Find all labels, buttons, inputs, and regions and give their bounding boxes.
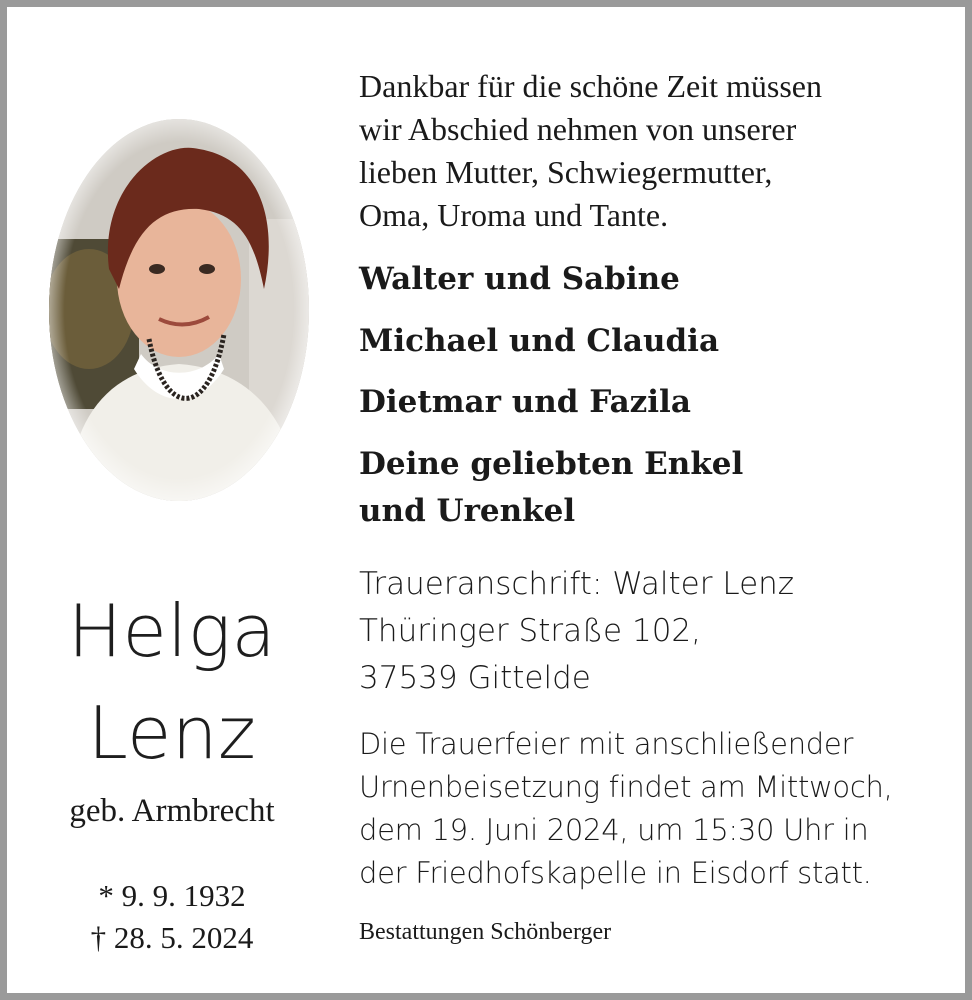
- portrait-photo: [49, 119, 309, 501]
- intro-line: wir Abschied nehmen von unserer: [359, 111, 797, 147]
- family-member: und Urenkel: [359, 493, 576, 529]
- maiden-name: geb. Armbrecht: [69, 793, 275, 829]
- intro-line: lieben Mutter, Schwiegermutter,: [359, 154, 773, 190]
- intro-line: Dankbar für die schöne Zeit müssen: [359, 68, 822, 104]
- service-line: Urnenbeisetzung findet am Mittwoch,: [359, 770, 893, 804]
- address-line: 37539 Gittelde: [359, 660, 591, 696]
- portrait-image: [49, 119, 309, 501]
- family-member: Dietmar und Fazila: [359, 384, 691, 420]
- mourning-address: [359, 561, 949, 702]
- deceased-last-name: Lenz: [87, 691, 257, 775]
- funeral-service-info: [359, 723, 949, 895]
- family-member: Deine geliebten Enkel: [359, 446, 744, 482]
- service-line: der Friedhofskapelle in Eisdorf statt.: [359, 856, 872, 890]
- undertaker-name: Bestattungen Schönberger: [359, 919, 612, 945]
- service-line: Die Trauerfeier mit anschließender: [359, 727, 854, 761]
- deceased-first-name: Helga: [67, 589, 277, 673]
- intro-line: Oma, Uroma und Tante.: [359, 197, 669, 233]
- address-line: Traueranschrift: Walter Lenz: [359, 566, 795, 602]
- family-member: Michael und Claudia: [359, 323, 720, 359]
- address-line: Thüringer Straße 102,: [359, 613, 701, 649]
- service-line: dem 19. Juni 2024, um 15:30 Uhr in: [359, 813, 869, 847]
- intro-text: [359, 65, 949, 237]
- death-date: † 28. 5. 2024: [90, 920, 254, 955]
- family-member: Walter und Sabine: [359, 261, 680, 297]
- birth-date: * 9. 9. 1932: [98, 878, 246, 913]
